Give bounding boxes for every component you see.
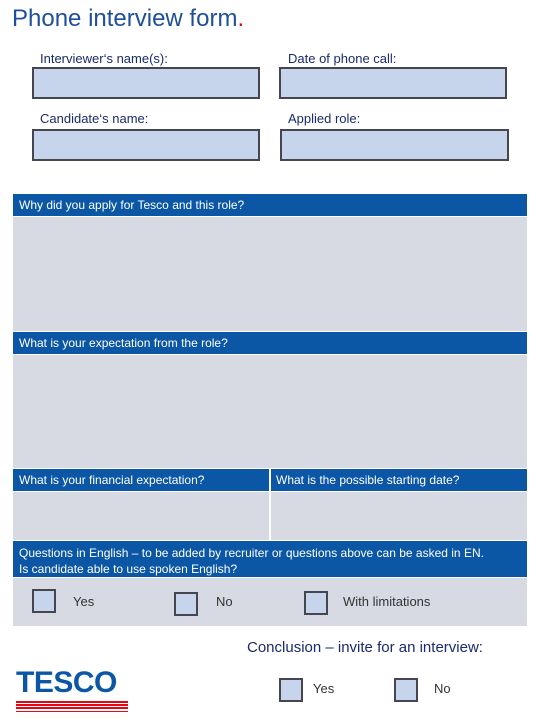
expectation-header: What is your expectation from the role? [13, 332, 527, 354]
conclusion-label: Conclusion – invite for an interview: [247, 639, 483, 656]
tesco-logo-stripes [16, 701, 128, 712]
why-apply-header: Why did you apply for Tesco and this role? [13, 194, 527, 216]
call-date-field[interactable] [279, 67, 507, 99]
applied-role-field[interactable] [280, 129, 509, 161]
english-header [13, 541, 527, 577]
form-title-dot: . [237, 5, 245, 32]
candidate-name-field[interactable] [32, 129, 260, 161]
english-header-line2: Is candidate able to use spoken English? [19, 562, 238, 576]
english-yes-checkbox[interactable] [32, 589, 56, 613]
expectation-answer-area[interactable] [13, 355, 527, 468]
applied-role-label: Applied role: [288, 111, 361, 126]
english-header-line1: Questions in English – to be added by recruiter or questions above can be asked in EN. [19, 546, 484, 560]
english-with-limitations-label: With limitations [343, 594, 431, 609]
english-no-checkbox[interactable] [174, 592, 198, 616]
tesco-logo [16, 668, 128, 708]
financial-expectation-header: What is your financial expectation? [13, 469, 269, 491]
invite-no-label: No [434, 681, 451, 696]
english-yes-label: Yes [73, 594, 95, 609]
invite-yes-label: Yes [313, 681, 335, 696]
invite-no-checkbox[interactable] [394, 678, 418, 702]
english-no-label: No [216, 594, 233, 609]
interviewer-name-label: Interviewer‘s name(s): [40, 51, 168, 66]
form-title [12, 5, 244, 33]
tesco-logo-text: TESCO [16, 666, 117, 699]
candidate-name-label: Candidate‘s name: [40, 111, 149, 126]
interviewer-name-field[interactable] [32, 67, 260, 99]
starting-date-header: What is the possible starting date? [270, 469, 527, 491]
call-date-label: Date of phone call: [288, 51, 397, 66]
invite-yes-checkbox[interactable] [279, 678, 303, 702]
english-with-limitations-checkbox[interactable] [304, 591, 328, 615]
form-title-text: Phone interview form [12, 5, 238, 32]
column-divider [269, 469, 271, 540]
why-apply-answer-area[interactable] [13, 217, 527, 331]
